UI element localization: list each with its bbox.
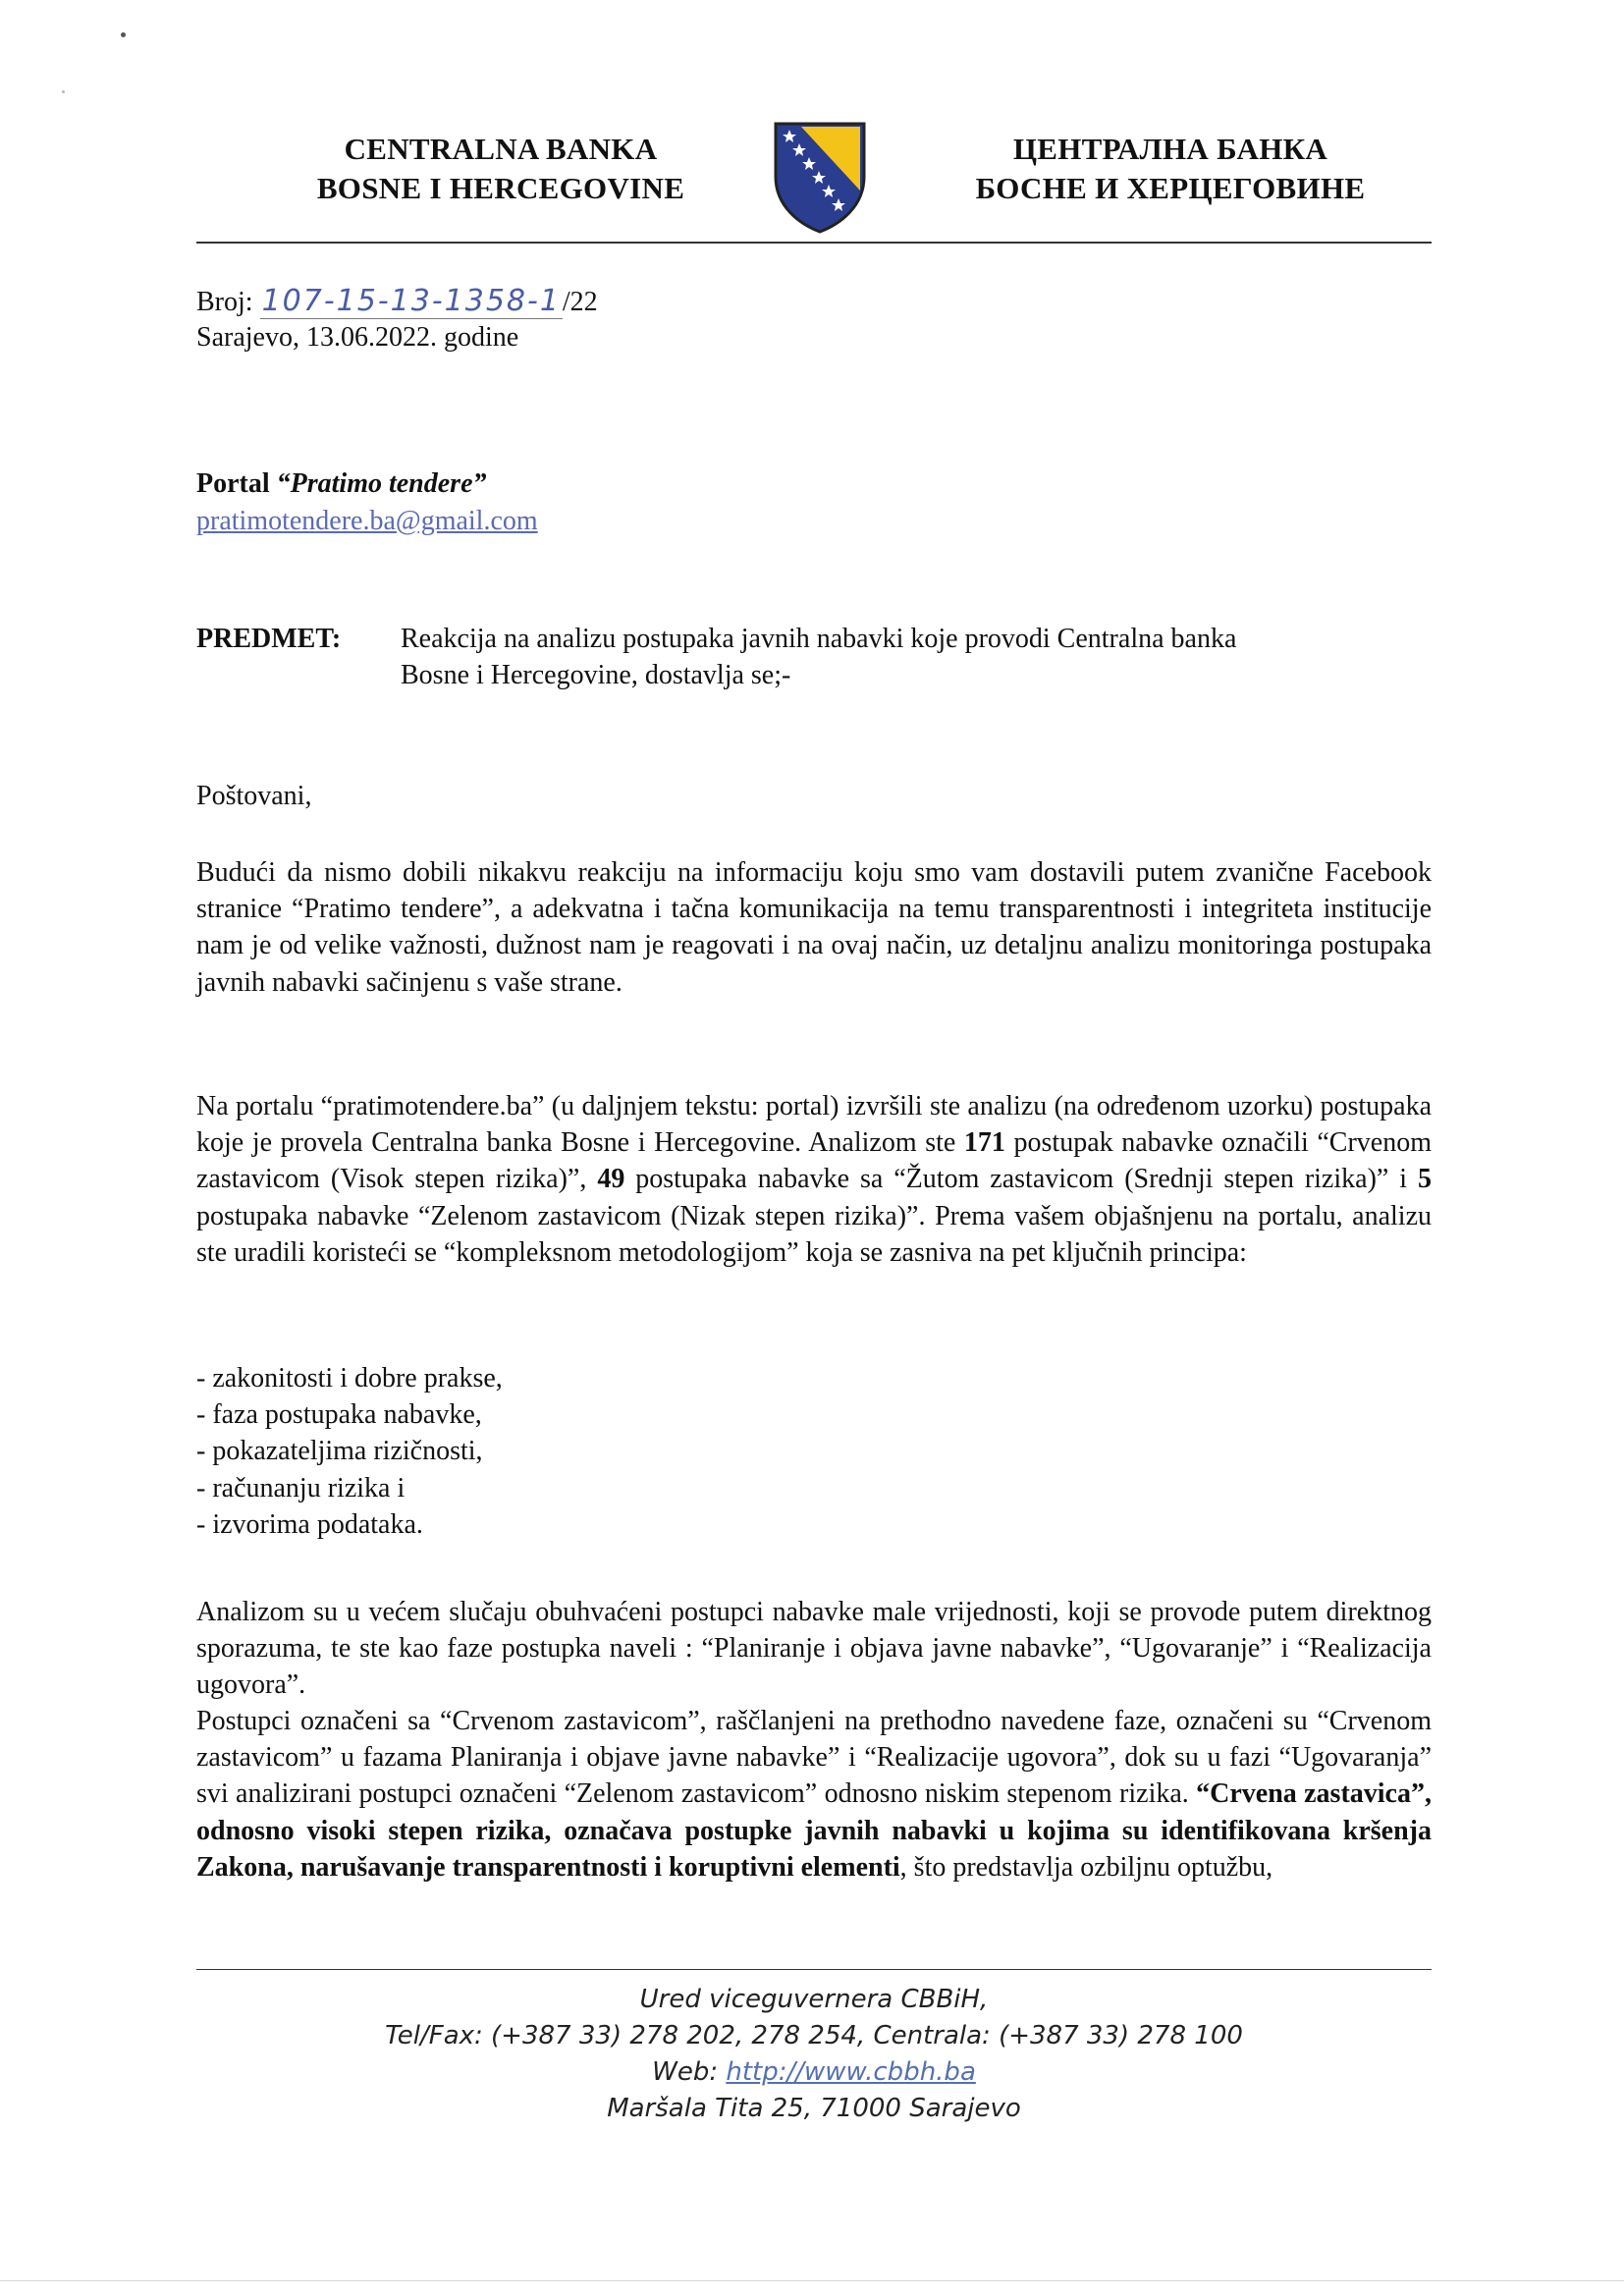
principles-list [196, 1360, 1432, 1543]
list-item: - pokazateljima rizičnosti, [196, 1436, 483, 1467]
footer-web-label: Web: [652, 2057, 719, 2087]
list-item: - računanju rizika i [196, 1472, 406, 1503]
list-item: - zakonitosti i dobre prakse, [196, 1363, 503, 1394]
footer-web [196, 2054, 1432, 2091]
recipient-email-link[interactable]: pratimotendere.ba@gmail.com [196, 506, 538, 536]
header-divider [196, 242, 1432, 244]
subject-label: PREDMET: [196, 624, 342, 654]
scan-edge-line [0, 2280, 1624, 2281]
paragraph-2-text-d: postupaka nabavke “Zelenom zastavicom (Nizak stepen rizika)”. Prema vašem objašnjenu na portalu, analizu ste uradili koristeći se “kompleksnom metodologijom” koja se zasniva na pet ključnih principa: [196, 1200, 1432, 1268]
paragraph-2 [196, 1088, 1432, 1271]
bank-name-cyrillic [895, 130, 1445, 208]
paragraph-2-text-a: Na portalu “pratimotendere.ba” (u daljnjem tekstu: portal) izvršili ste analizu (na određenom uzorku) postupaka koje je provela Centralna banka Bosne i Hercegovine. Analizom ste [196, 1091, 1432, 1159]
portal-prefix: Portal [196, 468, 270, 499]
subject-text [401, 621, 1432, 693]
count-yellow-flag: 49 [597, 1164, 625, 1195]
footer-web-link[interactable]: http://www.cbbh.ba [726, 2057, 976, 2087]
list-item: - faza postupaka nabavke, [196, 1399, 482, 1431]
paragraph-4-text: Postupci označeni sa “Crvenom zastavicom”, raščlanjeni na prethodno navedene faze, označeni su “Crvenom zastavicom” u fazama Planiranja i objave javne nabavke” i “Realizacije ugovora”, dok su u fazi “Ugovaranja” svi analizirani postupci označeni “Zelenom zastavicom” odnosno niskim stepenom rizika. [196, 1706, 1432, 1810]
subject-line2: Bosne i Hercegovine, dostavlja se;- [401, 660, 791, 690]
paragraph-4-bold: “Crvena zastavica”, odnosno visoki stepen rizika, označava postupke javnih nabavki u kojima su identifikovana kršenja Zakona, narušavanje transparentnosti i koruptivni elementi [196, 1778, 1432, 1883]
portal-name: “Pratimo tendere” [276, 468, 487, 499]
count-green-flag: 5 [1418, 1164, 1432, 1195]
count-red-flag: 171 [963, 1127, 1005, 1159]
scan-speck [62, 90, 65, 93]
salutation: Poštovani, [196, 781, 312, 811]
paragraph-2-text-c: postupaka nabavke sa “Žutom zastavicom (Srednji stepen rizika)” i [635, 1164, 1408, 1195]
bank-name-cyrillic-line2: БОСНЕ И ХЕРЦЕГОВИНЕ [975, 171, 1366, 205]
scan-speck [121, 32, 126, 37]
footer-address: Maršala Tita 25, 71000 Sarajevo [607, 2094, 1021, 2123]
reference-suffix: /22 [562, 287, 598, 317]
coat-of-arms-icon [772, 120, 868, 236]
paragraph-4 [196, 1703, 1432, 1886]
bank-name-latin-line2: BOSNE I HERCEGOVINE [316, 171, 685, 205]
paragraph-1: Budući da nismo dobili nikakvu reakciju na informaciju koju smo vam dostavili putem zvanične Facebook stranice “Pratimo tendere”, a adekvatna i tačna komunikacija na temu transparentnosti i integriteta institucije nam je od velike važnosti, dužnost nam je reagovati i na ovaj način, uz detaljnu analizu monitoringa postupaka javnih nabavki sačinjenu s vaše strane. [196, 857, 1432, 998]
bank-name-latin [265, 130, 736, 208]
paragraph-3: Analizom su u većem slučaju obuhvaćeni postupci nabavke male vrijednosti, koji se provode putem direktnog sporazuma, te ste kao faze postupka naveli : “Planiranje i objava javne nabavke”, “Ugovaranje” i “Realizacija ugovora”. [196, 1597, 1432, 1701]
date-line: Sarajevo, 13.06.2022. godine [196, 322, 519, 353]
footer-divider [196, 1969, 1432, 1970]
paragraph-2-text-b: postupak nabavke označili “Crvenom zastavicom (Visok stepen rizika)”, [196, 1127, 1432, 1195]
bank-name-cyrillic-line1: ЦЕНТРАЛНА БАНКА [1012, 132, 1328, 166]
paragraph-4-end: , što predstavlja ozbiljnu optužbu, [899, 1851, 1273, 1883]
recipient-portal [196, 465, 487, 502]
list-item: - izvorima podataka. [196, 1508, 423, 1540]
handwritten-number: 107-15-13-1358-1 [261, 284, 561, 318]
footer-office: Ured viceguvernera CBBiH, [639, 1985, 989, 2014]
footer [196, 1982, 1432, 2127]
bank-name-latin-line1: CENTRALNA BANKA [344, 132, 658, 166]
reference-label: Broj: [196, 287, 253, 317]
reference-number [196, 283, 598, 320]
footer-phones: Tel/Fax: (+387 33) 278 202, 278 254, Centrala: (+387 33) 278 100 [385, 2021, 1243, 2050]
subject-line1: Reakcija na analizu postupaka javnih nabavki koje provodi Centralna banka [401, 624, 1237, 654]
